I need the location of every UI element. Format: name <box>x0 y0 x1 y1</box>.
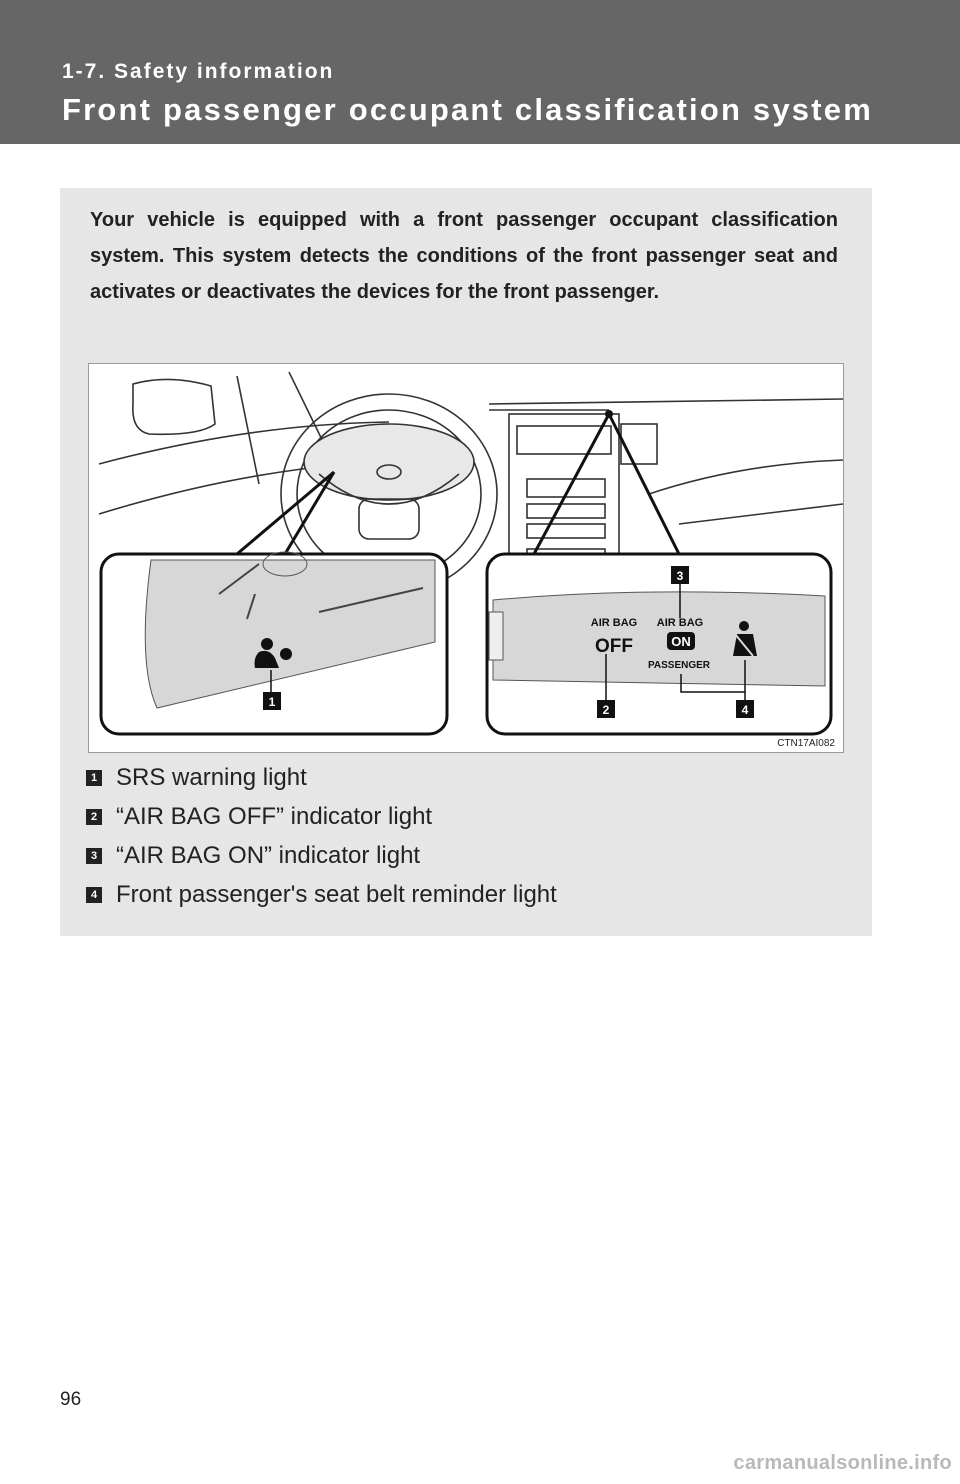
legend-list <box>86 758 846 914</box>
dashboard-illustration <box>88 363 844 753</box>
off-label: OFF <box>595 636 633 657</box>
svg-text:3: 3 <box>676 569 684 583</box>
intro-text: Your vehicle is equipped with a front passenger occupant classification system. This system detects the conditions of the front passenger seat and activates or deactivates the devices for the front passenger. <box>90 209 838 303</box>
number-badge: 3 <box>86 848 102 864</box>
legend-text: “AIR BAG OFF” indicator light <box>116 802 433 830</box>
number-badge: 1 <box>86 770 102 786</box>
legend-item <box>86 797 846 836</box>
passenger-label: PASSENGER <box>647 660 711 671</box>
callout-1 <box>263 692 281 710</box>
watermark: carmanualsonline.info <box>733 1452 952 1474</box>
legend-text: “AIR BAG ON” indicator light <box>116 841 421 869</box>
svg-text:1: 1 <box>268 695 276 709</box>
section-label: 1-7. Safety information <box>62 60 335 83</box>
legend-item <box>86 836 846 875</box>
number-badge: 4 <box>86 887 102 903</box>
page-number: 96 <box>60 1389 82 1410</box>
page-header <box>0 0 960 144</box>
air-bag-off-label: AIR BAG <box>590 617 638 629</box>
legend-text: Front passenger's seat belt reminder light <box>116 880 557 908</box>
number-badge: 2 <box>86 809 102 825</box>
page-title: Front passenger occupant classification system <box>62 92 873 127</box>
legend-item <box>86 758 846 797</box>
on-label: ON <box>671 634 691 649</box>
legend-item <box>86 875 846 914</box>
svg-text:2: 2 <box>602 703 610 717</box>
svg-text:4: 4 <box>741 703 749 717</box>
legend-text: SRS warning light <box>116 763 307 791</box>
dashboard-drawing <box>89 364 843 752</box>
info-box <box>60 188 872 936</box>
figure-code: CTN17AI082 <box>777 738 835 749</box>
callout-4 <box>736 700 754 718</box>
callout-2 <box>597 700 615 718</box>
callout-3 <box>671 566 689 584</box>
air-bag-on-label: AIR BAG <box>656 617 704 629</box>
